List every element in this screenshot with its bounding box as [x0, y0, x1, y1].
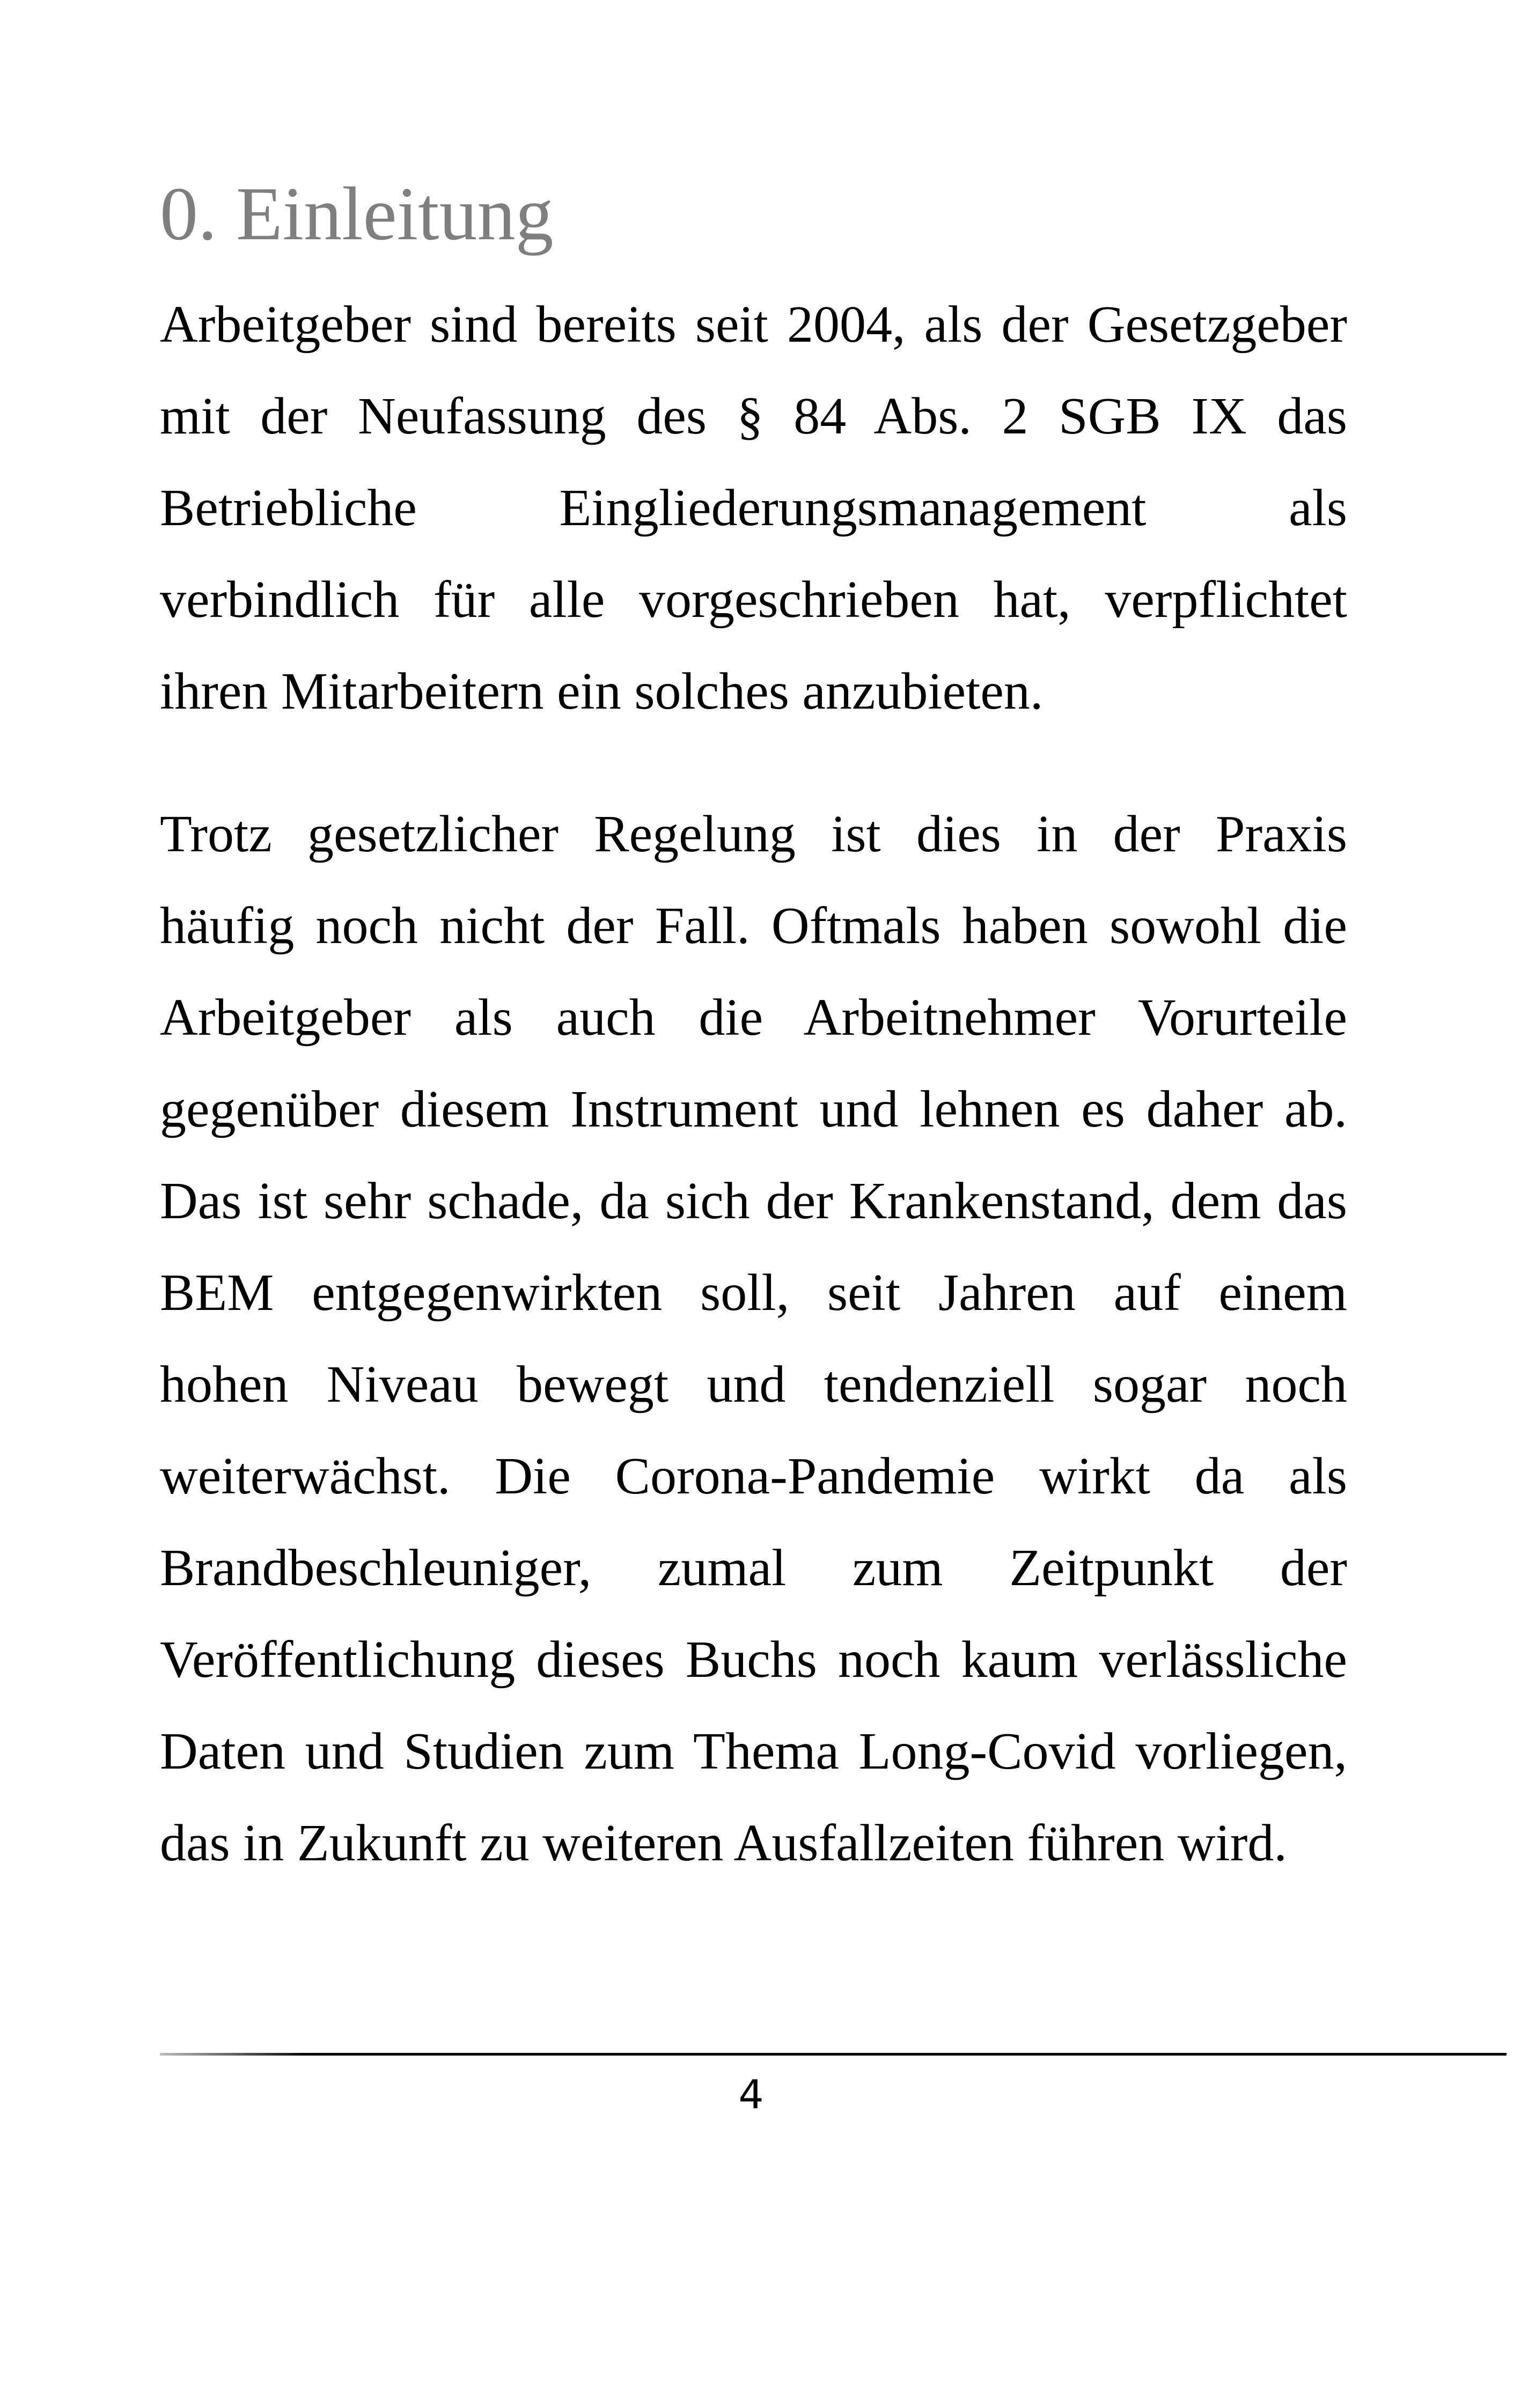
text-line: BEM entgegenwirkten soll, seit Jahren auf einem: [160, 1264, 1347, 1322]
text-line: Arbeitgeber als auch die Arbeitnehmer Vorurteile: [160, 989, 1347, 1047]
text-line: hohen Niveau bewegt und tendenziell sogar noch: [160, 1356, 1347, 1413]
chapter-heading: 0. Einleitung: [160, 171, 554, 256]
page-number: 4: [738, 2072, 764, 2118]
paragraph-2: [160, 789, 1347, 1889]
text-line: gegenüber diesem Instrument und lehnen es daher ab.: [160, 1080, 1347, 1138]
text-line: häufig noch nicht der Fall. Oftmals haben sowohl die: [160, 897, 1347, 955]
text-line: ihren Mitarbeitern ein solches anzubieten.: [160, 662, 1044, 720]
text-line: verbindlich für alle vorgeschrieben hat, verpflichtet: [160, 571, 1347, 629]
text-line: Veröffentlichung dieses Buchs noch kaum verlässliche: [160, 1631, 1347, 1689]
text-line: Das ist sehr schade, da sich der Krankenstand, dem das: [160, 1172, 1347, 1230]
text-line: Daten und Studien zum Thema Long-Covid vorliegen,: [160, 1722, 1347, 1780]
text-line: Betriebliche Eingliederungsmanagement als: [160, 479, 1347, 537]
footer-divider-fade: [160, 2053, 310, 2056]
paragraph-1: [160, 279, 1347, 738]
text-line: mit der Neufassung des § 84 Abs. 2 SGB IX das: [160, 387, 1347, 445]
text-line: Trotz gesetzlicher Regelung ist dies in der Praxis: [160, 805, 1347, 863]
footer-divider: [160, 2053, 1507, 2056]
text-line: Brandbeschleuniger, zumal zum Zeitpunkt der: [160, 1539, 1347, 1597]
text-line: Arbeitgeber sind bereits seit 2004, als der Gesetzgeber: [160, 296, 1347, 354]
text-line: weiterwächst. Die Corona-Pandemie wirkt da als: [160, 1447, 1347, 1505]
text-line: das in Zukunft zu weiteren Ausfallzeiten führen wird.: [160, 1814, 1287, 1872]
